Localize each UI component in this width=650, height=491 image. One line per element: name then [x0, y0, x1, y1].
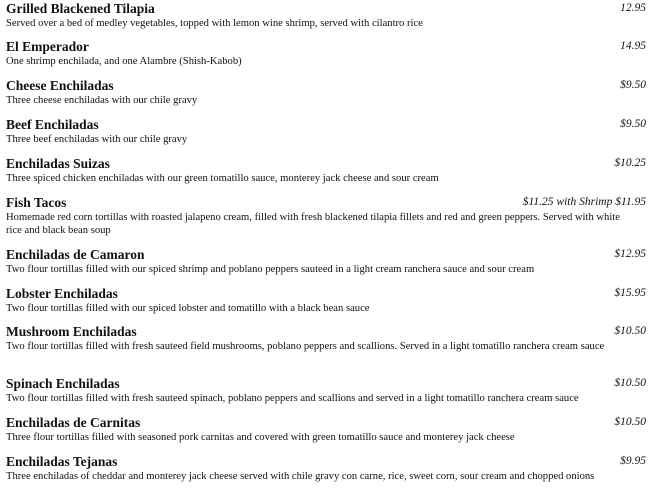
menu-item-price: $10.50 [614, 325, 646, 337]
menu-item-name: Enchiladas Tejanas [6, 454, 118, 469]
menu-item-price: $9.50 [620, 79, 646, 91]
menu-item-description: Three enchiladas of cheddar and monterey jack cheese served with chile gravy con carne, rice, sweet corn, sour cream and chopped onions [6, 471, 595, 482]
menu-item-description: One shrimp enchilada, and one Alambre (Shish-Kabob) [6, 56, 242, 67]
menu-item-name: Grilled Blackened Tilapia [6, 1, 155, 16]
menu-item-name: Enchiladas Suizas [6, 156, 110, 171]
menu-item-name: Enchiladas de Carnitas [6, 415, 141, 430]
menu-item-description: Two flour tortillas filled with fresh sauteed field mushrooms, poblano peppers and scallions. Served in a light tomatillo ranchera cream sauce [6, 341, 605, 352]
menu-item-price: $12.95 [614, 248, 646, 260]
menu-item-name: Fish Tacos [6, 195, 67, 210]
menu-item-price: 12.95 [620, 2, 646, 14]
menu-item-price: $11.25 with Shrimp $11.95 [522, 196, 646, 208]
menu-item-description: Served over a bed of medley vegetables, topped with lemon wine shrimp, served with cilantro rice [6, 18, 423, 29]
menu-item-description: Three beef enchiladas with our chile gravy [6, 134, 188, 145]
menu-item-price: $10.50 [614, 416, 646, 428]
menu-item-description: Homemade red corn tortillas with roasted jalapeno cream, filled with fresh blackened tilapia fillets and red and green peppers. Served with white rice and black bean soup [6, 212, 620, 236]
menu-item-name: Mushroom Enchiladas [6, 324, 137, 339]
menu-item-name: Cheese Enchiladas [6, 78, 114, 93]
menu-item-name: El Emperador [6, 39, 89, 54]
menu-item-description: Three flour tortillas filled with seasoned pork carnitas and covered with green tomatillo sauce and monterey jack cheese [6, 432, 515, 443]
menu-item-price: $10.50 [614, 377, 646, 389]
menu-item-price: $9.50 [620, 118, 646, 130]
menu-item-price: $15.95 [614, 287, 646, 299]
menu-item-description: Two flour tortillas filled with our spiced shrimp and poblano peppers sauteed in a light cream ranchera sauce and sour cream [6, 264, 535, 275]
menu-item-name: Beef Enchiladas [6, 117, 99, 132]
menu-item-description: Three cheese enchiladas with our chile gravy [6, 95, 198, 106]
menu-item-description: Two flour tortillas filled with fresh sauteed spinach, poblano peppers and scallions and served in a light tomatillo ranchera cream sauce [6, 393, 579, 404]
menu-item-description: Two flour tortillas filled with our spiced lobster and tomatillo with a black bean sauce [6, 303, 370, 314]
menu-item-description: Three spiced chicken enchiladas with our green tomatillo sauce, monterey jack cheese and sour cream [6, 173, 439, 184]
menu-item-name: Spinach Enchiladas [6, 376, 120, 391]
menu-item-price: $9.95 [620, 455, 646, 467]
menu-item-name: Lobster Enchiladas [6, 286, 118, 301]
menu-item-price: $10.25 [614, 157, 646, 169]
menu-item-price: 14.95 [620, 40, 646, 52]
menu-item-name: Enchiladas de Camaron [6, 247, 145, 262]
